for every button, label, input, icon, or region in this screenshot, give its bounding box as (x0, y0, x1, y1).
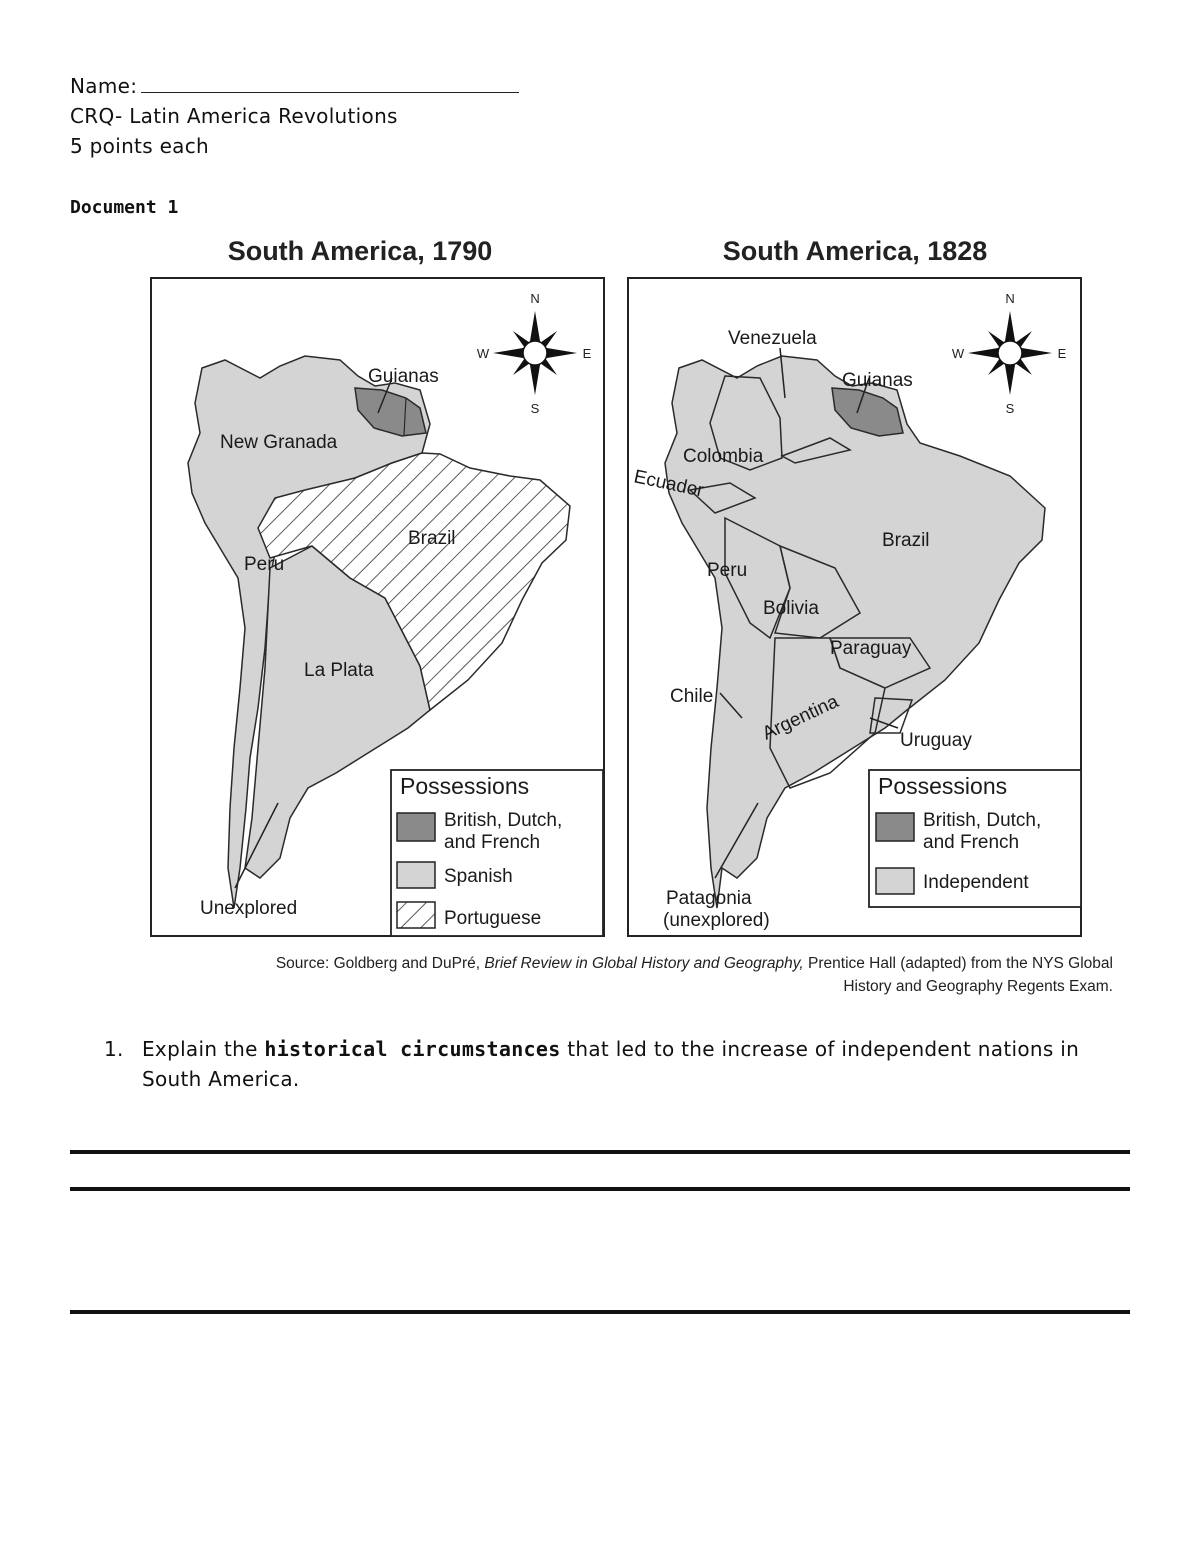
points-note: 5 points each (70, 134, 209, 158)
label-venezuela: Venezuela (728, 328, 817, 349)
label-brazil-1828: Brazil (882, 530, 930, 551)
name-field[interactable] (70, 74, 519, 98)
label-paraguay: Paraguay (830, 638, 912, 659)
label-uruguay: Uruguay (900, 730, 972, 751)
answer-line-3[interactable] (70, 1310, 1130, 1314)
label-guianas-1790: Guianas (368, 366, 439, 387)
label-colombia: Colombia (683, 446, 764, 467)
label-la-plata: La Plata (304, 660, 374, 681)
svg-text:S: S (1005, 401, 1015, 416)
document-label: Document 1 (70, 197, 179, 218)
svg-text:E: E (582, 346, 592, 361)
question-emphasis: historical circumstances (264, 1037, 561, 1061)
legend-foreign-line2: and French (444, 832, 541, 853)
question-1 (104, 1034, 1104, 1094)
legend-swatch-independent (876, 868, 914, 894)
question-number: 1. (104, 1037, 124, 1061)
source-line-1: Source: Goldberg and DuPré, Brief Review in Global History and Geography, Prentice Hall (adapted) from the NYS Global (275, 955, 1113, 972)
name-label: Name: (70, 74, 138, 98)
map-1790-legend (391, 770, 603, 936)
legend-portuguese: Portuguese (444, 908, 542, 929)
legend-swatch-foreign (397, 813, 435, 841)
label-bolivia: Bolivia (763, 598, 819, 619)
label-unexplored: Unexplored (200, 898, 298, 919)
map-1790-title: South America, 1790 (227, 236, 493, 266)
legend-swatch-portuguese (397, 902, 435, 928)
label-brazil-1790: Brazil (408, 528, 456, 549)
legend-foreign-1828-line1: British, Dutch, (923, 810, 1042, 831)
map-1828-title: South America, 1828 (722, 236, 988, 266)
label-guianas-1828: Guianas (842, 370, 913, 391)
svg-text:W: W (951, 346, 965, 361)
legend-swatch-spanish (397, 862, 435, 888)
worksheet-title: CRQ- Latin America Revolutions (70, 104, 398, 128)
label-peru-1790: Peru (244, 554, 285, 575)
legend-title-1828: Possessions (878, 773, 1008, 799)
answer-line-1[interactable] (70, 1150, 1130, 1154)
legend-spanish: Spanish (444, 866, 513, 887)
label-ecuador: Ecuador (631, 466, 706, 502)
answer-line-2[interactable] (70, 1187, 1130, 1191)
label-peru-1828: Peru (707, 560, 748, 581)
name-blank-line[interactable] (141, 74, 519, 93)
svg-text:S: S (530, 401, 540, 416)
legend-foreign-1828-line2: and French (923, 832, 1020, 853)
legend-independent: Independent (923, 872, 1029, 893)
document-maps-figure (130, 228, 1120, 998)
svg-text:E: E (1057, 346, 1067, 361)
legend-swatch-foreign-1828 (876, 813, 914, 841)
label-new-granada: New Granada (220, 432, 338, 453)
label-chile: Chile (670, 686, 714, 707)
source-line-2: History and Geography Regents Exam. (843, 978, 1113, 995)
question-text: Explain the historical circumstances that led to the increase of independent nations in South America. (142, 1037, 1080, 1091)
label-patagonia: Patagonia (666, 888, 752, 909)
svg-text:N: N (1005, 291, 1015, 306)
svg-text:W: W (476, 346, 490, 361)
svg-text:N: N (530, 291, 540, 306)
legend-foreign-line1: British, Dutch, (444, 810, 563, 831)
map-1828-legend (869, 770, 1081, 907)
label-patagonia-unexplored: (unexplored) (663, 910, 770, 931)
label-argentina: Argentina (759, 691, 842, 745)
legend-title-1790: Possessions (400, 773, 530, 799)
